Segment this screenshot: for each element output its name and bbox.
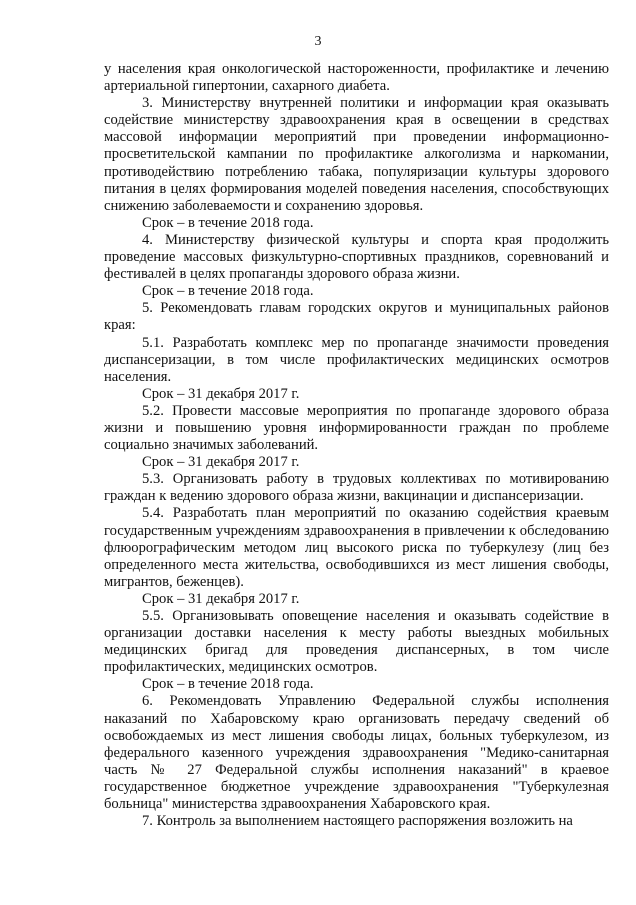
paragraph-item-5-2: 5.2. Провести массовые мероприятия по пропаганде здорового образа жизни и повышению уровня информированности граждан по проблеме социально значимых заболеваний. xyxy=(104,402,609,454)
deadline-item-5-1: Срок – 31 декабря 2017 г. xyxy=(142,385,300,402)
page-number: 3 xyxy=(314,34,322,49)
deadline-item-3: Срок – в течение 2018 года. xyxy=(142,214,314,231)
deadline-item-4: Срок – в течение 2018 года. xyxy=(142,283,314,300)
paragraph-item-5-3: 5.3. Организовать работу в трудовых коллективах по мотивированию граждан к ведению здорового образа жизни, вакцинации и диспансеризации. xyxy=(104,471,609,505)
deadline-item-5-2: Срок – 31 декабря 2017 г. xyxy=(142,454,300,471)
paragraph-item-6: 6. Рекомендовать Управлению Федеральной службы исполнения наказаний по Хабаровскому краю организовать передачу сведений об освобождаемых из мест лишения свободы лицах, больных туберкулезом, из федерального казенного учреждения здравоохранения "Медико-санитарная часть № 27 Федеральной службы исполнения наказаний" в краевое государственное бюджетное учреждение здравоохранения "Туберкулезная больница" министерства здравоохранения Хабаровского края. xyxy=(104,693,609,813)
paragraph-item-4: 4. Министерству физической культуры и спорта края продолжить проведение массовых физкультурно-спортивных праздников, соревнований и фестивалей в целях пропаганды здорового образа жизни. xyxy=(104,231,609,283)
document-body xyxy=(104,61,609,830)
paragraph-continuation: у населения края онкологической настороженности, профилактике и лечению артериальной гипертонии, сахарного диабета. xyxy=(104,61,609,95)
paragraph-item-5-5: 5.5. Организовывать оповещение населения и оказывать содействие в организации доставки населения к месту работы выездных мобильных медицинских бригад для проведения диспансерных, в том числе профилактических, медицинских осмотров. xyxy=(104,608,609,676)
paragraph-item-5-1: 5.1. Разработать комплекс мер по пропаганде значимости проведения диспансеризации, в том числе профилактических медицинских осмотров населения. xyxy=(104,334,609,385)
paragraph-item-5: 5. Рекомендовать главам городских округов и муниципальных районов края: xyxy=(104,300,609,334)
paragraph-item-5-4: 5.4. Разработать план мероприятий по оказанию содействия краевым государственным учреждениям здравоохранения в привлечении к обследованию флюорографическим методом лиц высокого риска по туберкулезу (лиц без определенного места жительства, освободившихся из мест лишения свободы, мигрантов, беженцев). xyxy=(104,505,609,590)
paragraph-item-7: 7. Контроль за выполнением настоящего распоряжения возложить на xyxy=(142,813,573,830)
deadline-item-5-5: Срок – в течение 2018 года. xyxy=(142,676,314,693)
paragraph-item-3: 3. Министерству внутренней политики и информации края оказывать содействие министерству здравоохранения края в освещении в средствах массовой информации мероприятий при проведении информационно-просветительской кампании по профилактике алкоголизма и наркомании, противодействию потреблению табака, популяризации культуры здорового питания в целях формирования моделей поведения населения, способствующих снижению заболеваемости и сохранению здоровья. xyxy=(104,95,609,214)
deadline-item-5-4: Срок – 31 декабря 2017 г. xyxy=(142,590,300,607)
